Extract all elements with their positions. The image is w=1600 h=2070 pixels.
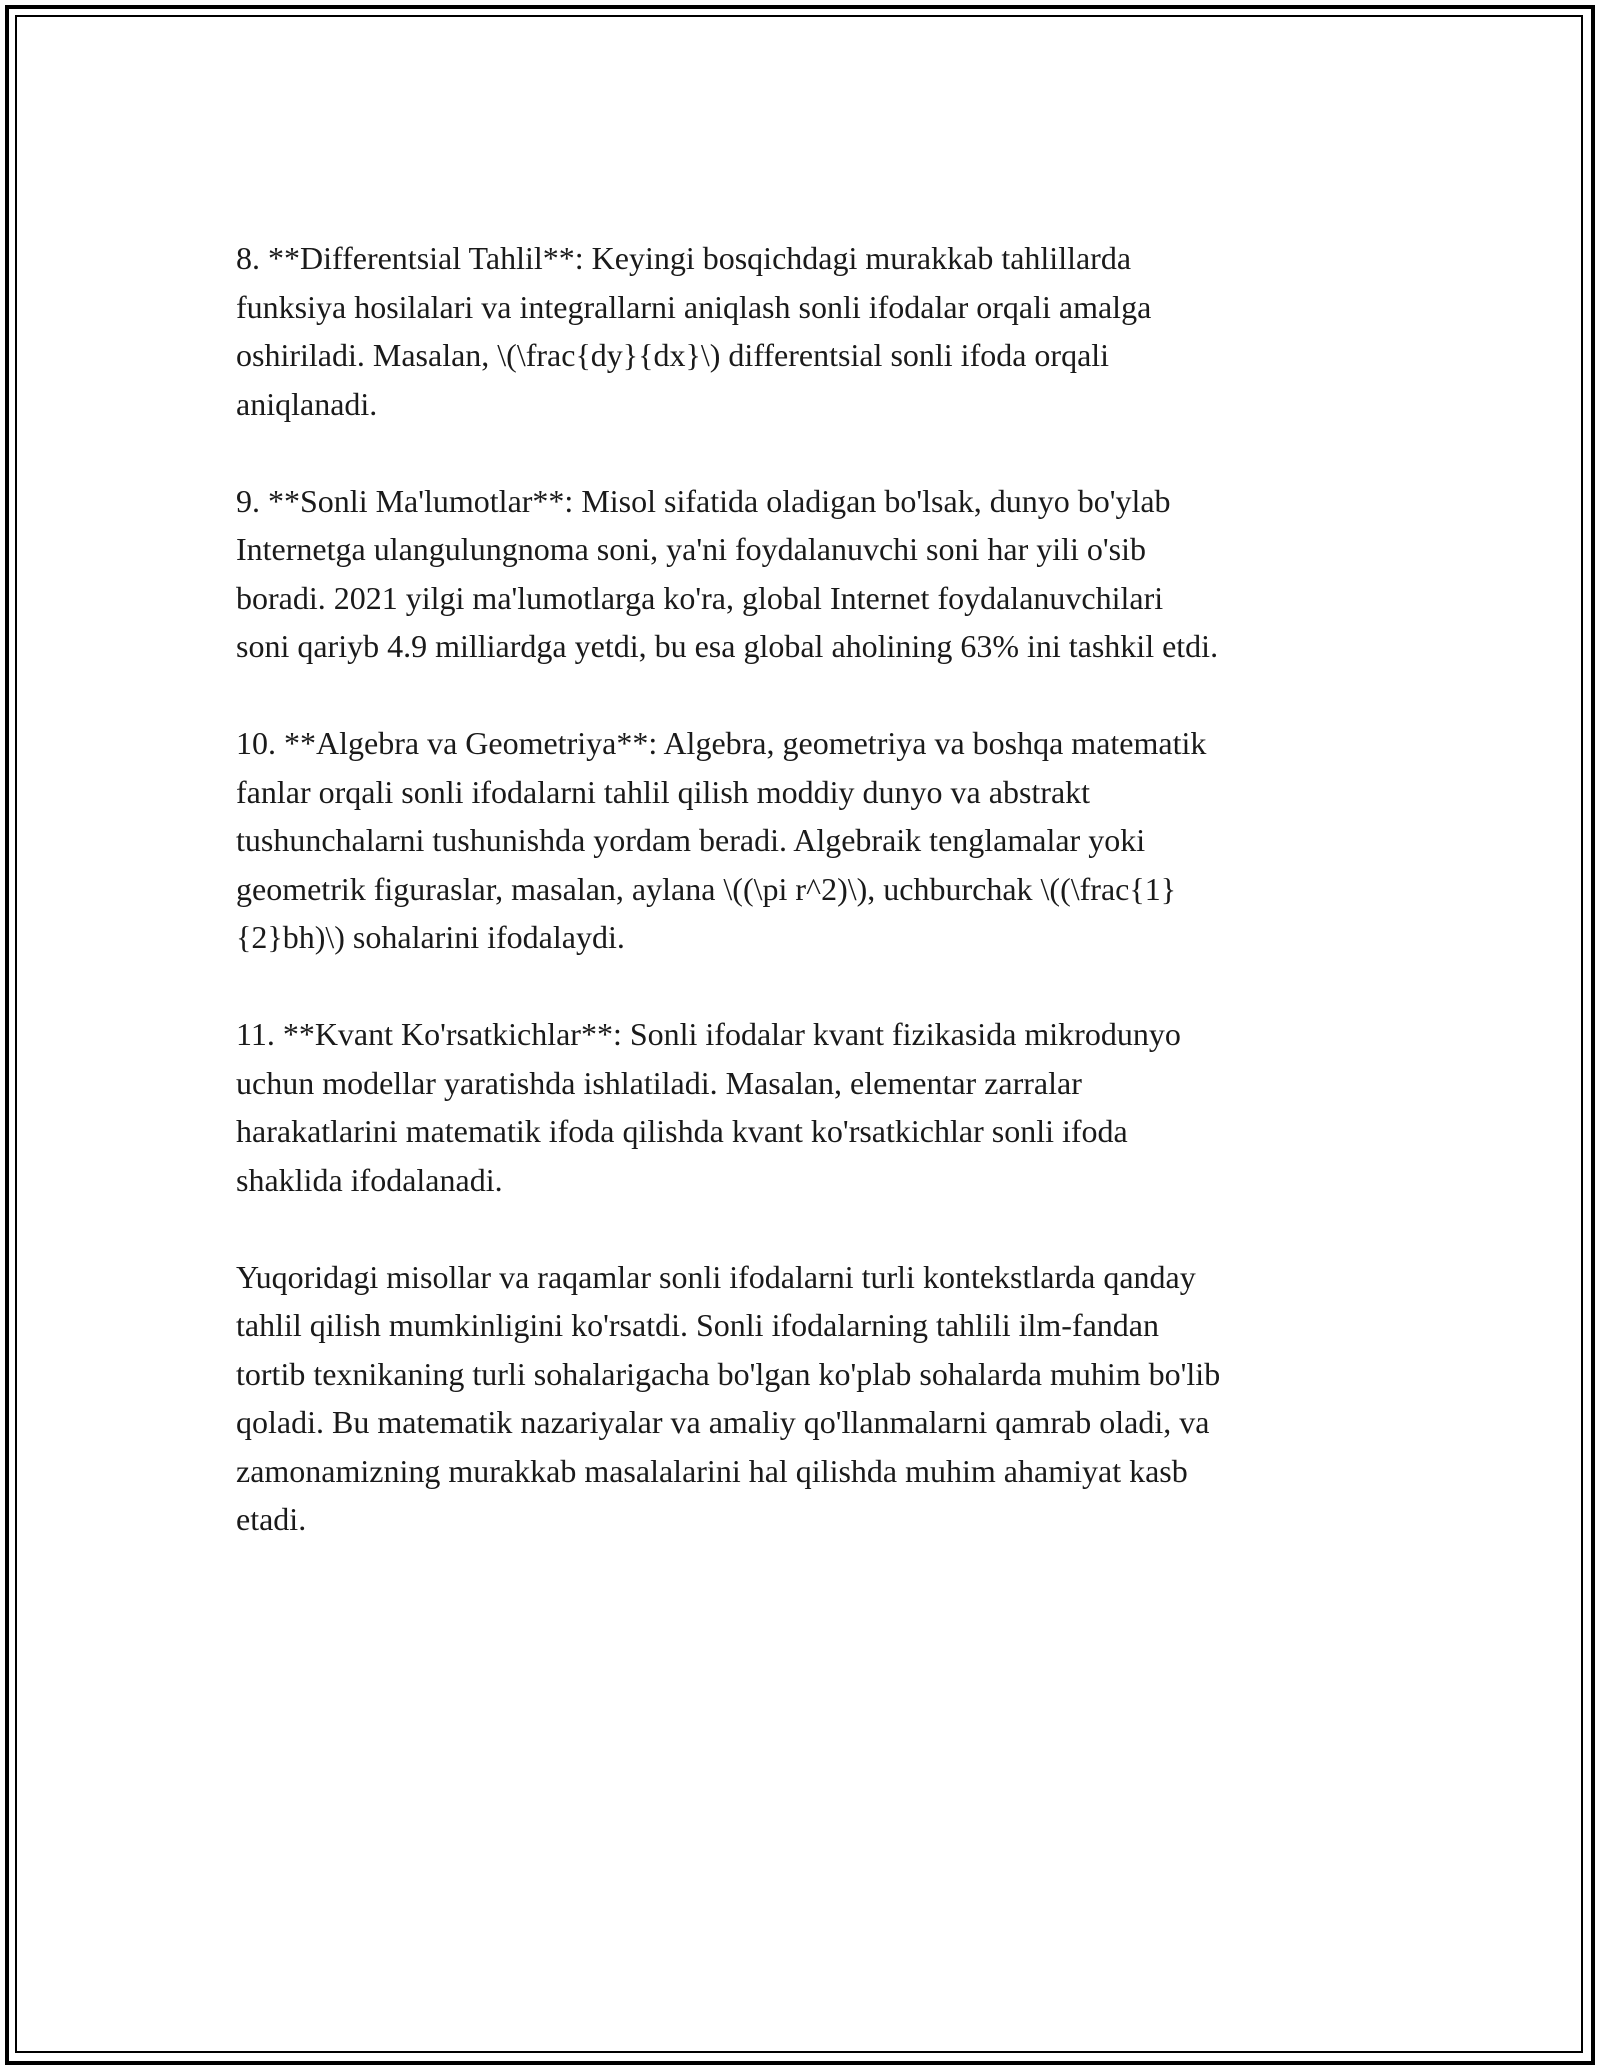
paragraph-sonli-malumotlar: 9. **Sonli Ma'lumotlar**: Misol sifatida oladigan bo'lsak, dunyo bo'ylab Internetga ulangulungnoma soni, ya'ni foydalanuvchi soni har yili o'sib boradi. 2021 yilgi ma'lumotlarga ko'ra, global Internet foydalanuvchilari soni qariyb 4.9 milliardga yetdi, bu esa global aholining 63% ini tashkil etdi. (236, 482, 1219, 664)
document-body (236, 234, 1366, 1592)
paragraph-kvant-korsatkichlar: 11. **Kvant Ko'rsatkichlar**: Sonli ifodalar kvant fizikasida mikrodunyo uchun modellar yaratishda ishlatiladi. Masalan, elementar zarralar harakatlarini matematik ifoda qilishda kvant ko'rsatkichlar sonli ifoda shaklida ifodalanadi. (236, 1016, 1181, 1198)
paragraph-algebra-geometriya: 10. **Algebra va Geometriya**: Algebra, geometriya va boshqa matematik fanlar orqali sonli ifodalarni tahlil qilish moddiy dunyo va abstrakt tushunchalarni tushunishda yordam beradi. Algebraik tenglamalar yoki geometrik figuraslar, masalan, aylana \((\pi r^2)\), uchburchak \((\frac{1} {2}bh)\) sohalarini ifodalaydi. (236, 725, 1207, 955)
paragraph-differentsial-tahlil: 8. **Differentsial Tahlil**: Keyingi bosqichdagi murakkab tahlillarda funksiya hosilalari va integrallarni aniqlash sonli ifodalar orqali amalga oshiriladi. Masalan, \(\frac{dy}{dx}\) differentsial sonli ifoda orqali aniqlanadi. (236, 240, 1152, 422)
paragraph-conclusion: Yuqoridagi misollar va raqamlar sonli ifodalarni turli kontekstlarda qanday tahlil qilish mumkinligini ko'rsatdi. Sonli ifodalarning tahlili ilm-fandan tortib texnikaning turli sohalarigacha bo'lgan ko'plab sohalarda muhim bo'lib qoladi. Bu matematik nazariyalar va amaliy qo'llanmalarni qamrab oladi, va zamonamizning murakkab masalalarini hal qilishda muhim ahamiyat kasb etadi. (236, 1258, 1221, 1537)
